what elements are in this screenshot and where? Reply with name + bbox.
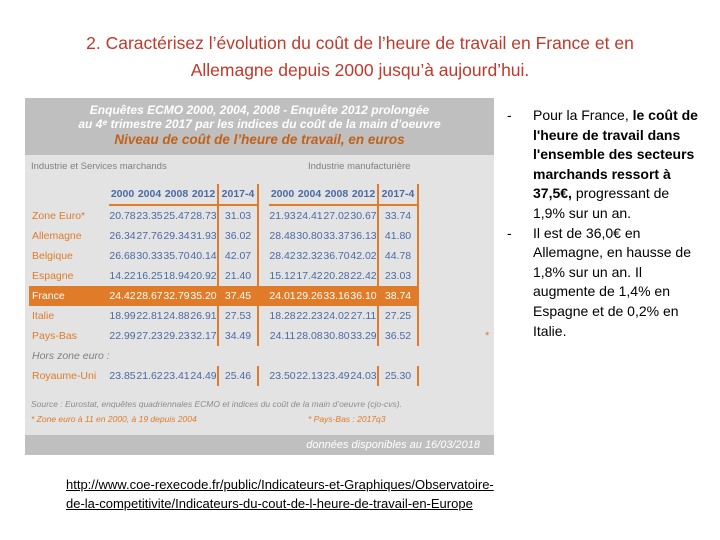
- value-cell: 31.93: [190, 230, 217, 242]
- bullet-1-pre: Pour la France,: [533, 107, 633, 123]
- value-cell: 26.68: [109, 250, 136, 262]
- value-cell: 24.49: [190, 370, 217, 382]
- value-cell: 15.12: [269, 270, 296, 282]
- value-cell: 30.80: [323, 330, 350, 342]
- value-cell: 34.49: [218, 326, 258, 346]
- table-note-right: * Pays-Bas : 2017q3: [308, 414, 386, 424]
- bullet-allemagne: [505, 224, 705, 342]
- column-gap: [258, 226, 269, 246]
- page-title: [0, 30, 720, 84]
- table-row: [29, 286, 418, 306]
- column-gap: [258, 266, 269, 286]
- header-empty-cell: [29, 184, 109, 205]
- value-cell: 42.07: [218, 246, 258, 266]
- value-cell: 27.53: [218, 306, 258, 326]
- source-link[interactable]: [66, 475, 666, 513]
- table-source: Source : Eurostat, enquêtes quadriennales ECMO et indices du coût de la main d’oeuvre (cjo-cvs).: [31, 399, 402, 409]
- value-cell: 28.73: [190, 210, 217, 222]
- pays-bas-star: *: [485, 330, 490, 342]
- cost-table-image: [25, 98, 494, 455]
- table-row: [29, 266, 418, 286]
- table-header-line-2: au 4ᵉ trimestre 2017 par les indices du coût de la main d’oeuvre: [78, 117, 441, 131]
- value-cell: 31.03: [218, 205, 258, 226]
- value-cell: 18.94: [163, 270, 190, 282]
- column-gap: [258, 246, 269, 266]
- value-cell: 23.50: [269, 370, 296, 382]
- value-cell: 20.92: [190, 270, 217, 282]
- value-cell: 21.40: [218, 266, 258, 286]
- column-header: 2000: [109, 184, 136, 205]
- table-row: [29, 205, 418, 226]
- value-cell: 22.42: [350, 270, 377, 282]
- value-cell: 32.17: [190, 330, 217, 342]
- value-cell: 36.52: [378, 326, 418, 346]
- column-header: 2012: [190, 184, 218, 205]
- value-cell: 23.49: [323, 370, 350, 382]
- row-label: Italie: [32, 310, 55, 322]
- hors-zone-row: [29, 346, 418, 366]
- source-link-line-2[interactable]: de-la-competitivite/Indicateurs-du-cout-de-l-heure-de-travail-en-Europe: [66, 496, 473, 511]
- value-cell: 41.80: [378, 226, 418, 246]
- row-label: Belgique: [32, 250, 73, 262]
- bullet-dash: -: [507, 224, 512, 241]
- value-cell: 36.02: [218, 226, 258, 246]
- value-cell: 16.25: [136, 270, 163, 282]
- row-label: Pays-Bas: [32, 330, 77, 342]
- value-cell: 23.85: [109, 370, 136, 382]
- value-cell: 26.91: [190, 310, 217, 322]
- column-gap: [258, 326, 269, 346]
- title-line-1: 2. Caractérisez l’évolution du coût de l’heure de travail en France et en: [86, 33, 634, 53]
- value-cell: 20.28: [323, 270, 350, 282]
- table-row: [29, 366, 418, 386]
- value-cell: 35.70: [163, 250, 190, 262]
- column-header: 2017-4: [218, 184, 258, 205]
- value-cell: 24.41: [296, 210, 323, 222]
- hors-zone-label: Hors zone euro :: [32, 350, 110, 362]
- value-cell: 27.02: [323, 210, 350, 222]
- value-cell: 24.11: [269, 330, 296, 342]
- value-cell: 27.76: [136, 230, 163, 242]
- bullet-list: [505, 106, 705, 341]
- value-cell: 22.81: [136, 310, 163, 322]
- data-table: [29, 184, 419, 386]
- table-header-line-3: Niveau de coût de l’heure de travail, en euros: [114, 132, 405, 147]
- value-cell: 27.23: [136, 330, 163, 342]
- value-cell: 33.37: [323, 230, 350, 242]
- value-cell: 30.33: [136, 250, 163, 262]
- value-cell: 35.20: [190, 286, 218, 306]
- column-header: 2000: [269, 184, 296, 205]
- value-cell: 24.02: [323, 310, 350, 322]
- bullet-france: [505, 106, 705, 224]
- table-note-left: * Zone euro à 11 en 2000, à 19 depuis 2004: [31, 414, 197, 424]
- table-row: [29, 226, 418, 246]
- bullet-2-text: Il est de 36,0€ en Allemagne, en hausse de 1,8% sur un an. Il augmente de 1,4% en Espagne et de 0,2% en Italie.: [533, 224, 691, 339]
- value-cell: 21.93: [269, 210, 296, 222]
- value-cell: 32.79: [163, 286, 190, 306]
- value-cell: 40.14: [190, 250, 217, 262]
- column-gap: [258, 366, 269, 386]
- value-cell: 27.11: [350, 310, 377, 322]
- value-cell: 33.29: [350, 330, 377, 342]
- value-cell: 28.08: [296, 330, 323, 342]
- column-gap: [258, 205, 269, 226]
- table-header: [25, 98, 494, 155]
- table-footer-text: données disponibles au 16/03/2018: [306, 439, 480, 451]
- value-cell: 36.13: [350, 230, 377, 242]
- value-cell: 23.03: [378, 266, 418, 286]
- value-cell: 42.02: [350, 250, 377, 262]
- bullet-1-post: progressant de 1,9% sur un an.: [533, 185, 670, 221]
- row-label: Espagne: [32, 270, 74, 282]
- value-cell: 26.34: [109, 230, 136, 242]
- column-header: 2008: [163, 184, 190, 205]
- value-cell: 25.46: [218, 366, 258, 386]
- table-row: [29, 306, 418, 326]
- value-cell: 29.23: [163, 330, 190, 342]
- row-label: France: [29, 286, 109, 306]
- value-cell: 21.62: [136, 370, 163, 382]
- value-cell: 22.23: [296, 310, 323, 322]
- column-header: 2008: [323, 184, 350, 205]
- value-cell: 28.42: [269, 250, 296, 262]
- value-cell: 17.42: [296, 270, 323, 282]
- value-cell: 32.32: [296, 250, 323, 262]
- value-cell: 33.16: [323, 286, 350, 306]
- column-gap: [258, 184, 269, 205]
- value-cell: 28.48: [269, 230, 296, 242]
- column-header: 2004: [296, 184, 323, 205]
- value-cell: 24.88: [163, 310, 190, 322]
- group-label-right: Industrie manufacturière: [308, 161, 411, 172]
- value-cell: 30.67: [350, 210, 377, 222]
- value-cell: 20.78: [109, 210, 136, 222]
- value-cell: 22.99: [109, 330, 136, 342]
- value-cell: 36.10: [350, 286, 378, 306]
- row-label: Zone Euro*: [32, 209, 86, 222]
- value-cell: 14.22: [109, 270, 136, 282]
- group-label-left: Industrie et Services marchands: [31, 161, 167, 172]
- bullet-dash: -: [507, 107, 512, 123]
- table-header-row: [29, 184, 418, 205]
- column-header: 2004: [136, 184, 163, 205]
- value-cell: 18.99: [109, 310, 136, 322]
- table-row: [29, 246, 418, 266]
- value-cell: 27.25: [378, 306, 418, 326]
- value-cell: 24.03: [350, 370, 377, 382]
- table-footer: [25, 435, 494, 455]
- value-cell: 36.70: [323, 250, 350, 262]
- bullet-1-bold: le coût de l'heure de travail dans l'ensemble des secteurs marchands ressort à 37,5€,: [533, 107, 698, 202]
- title-line-2: Allemagne depuis 2000 jusqu’à aujourd’hui.: [190, 60, 530, 80]
- value-cell: 29.26: [296, 286, 323, 306]
- value-cell: 29.34: [163, 230, 190, 242]
- value-cell: 37.45: [218, 286, 258, 306]
- table-header-line-1: Enquêtes ECMO 2000, 2004, 2008 - Enquête 2012 prolongée: [89, 103, 430, 117]
- value-cell: 18.28: [269, 310, 296, 322]
- row-label: Royaume-Uni: [32, 370, 97, 382]
- value-cell: 22.13: [296, 370, 323, 382]
- value-cell: 23.35: [136, 210, 163, 222]
- value-cell: 24.01: [269, 286, 296, 306]
- value-cell: 38.74: [378, 286, 418, 306]
- row-label: Allemagne: [32, 230, 82, 242]
- value-cell: 25.47: [163, 210, 190, 222]
- value-cell: 30.80: [296, 230, 323, 242]
- value-cell: 33.74: [378, 205, 418, 226]
- value-cell: 23.41: [163, 370, 190, 382]
- column-gap: [258, 286, 269, 306]
- value-cell: 44.78: [378, 246, 418, 266]
- column-header: 2017-4: [378, 184, 418, 205]
- value-cell: 28.67: [136, 286, 163, 306]
- value-cell: 24.42: [109, 286, 136, 306]
- table-row: [29, 326, 418, 346]
- value-cell: 25.30: [378, 366, 418, 386]
- column-gap: [258, 306, 269, 326]
- column-header: 2012: [350, 184, 378, 205]
- source-link-line-1[interactable]: http://www.coe-rexecode.fr/public/Indicateurs-et-Graphiques/Observatoire-: [66, 477, 494, 492]
